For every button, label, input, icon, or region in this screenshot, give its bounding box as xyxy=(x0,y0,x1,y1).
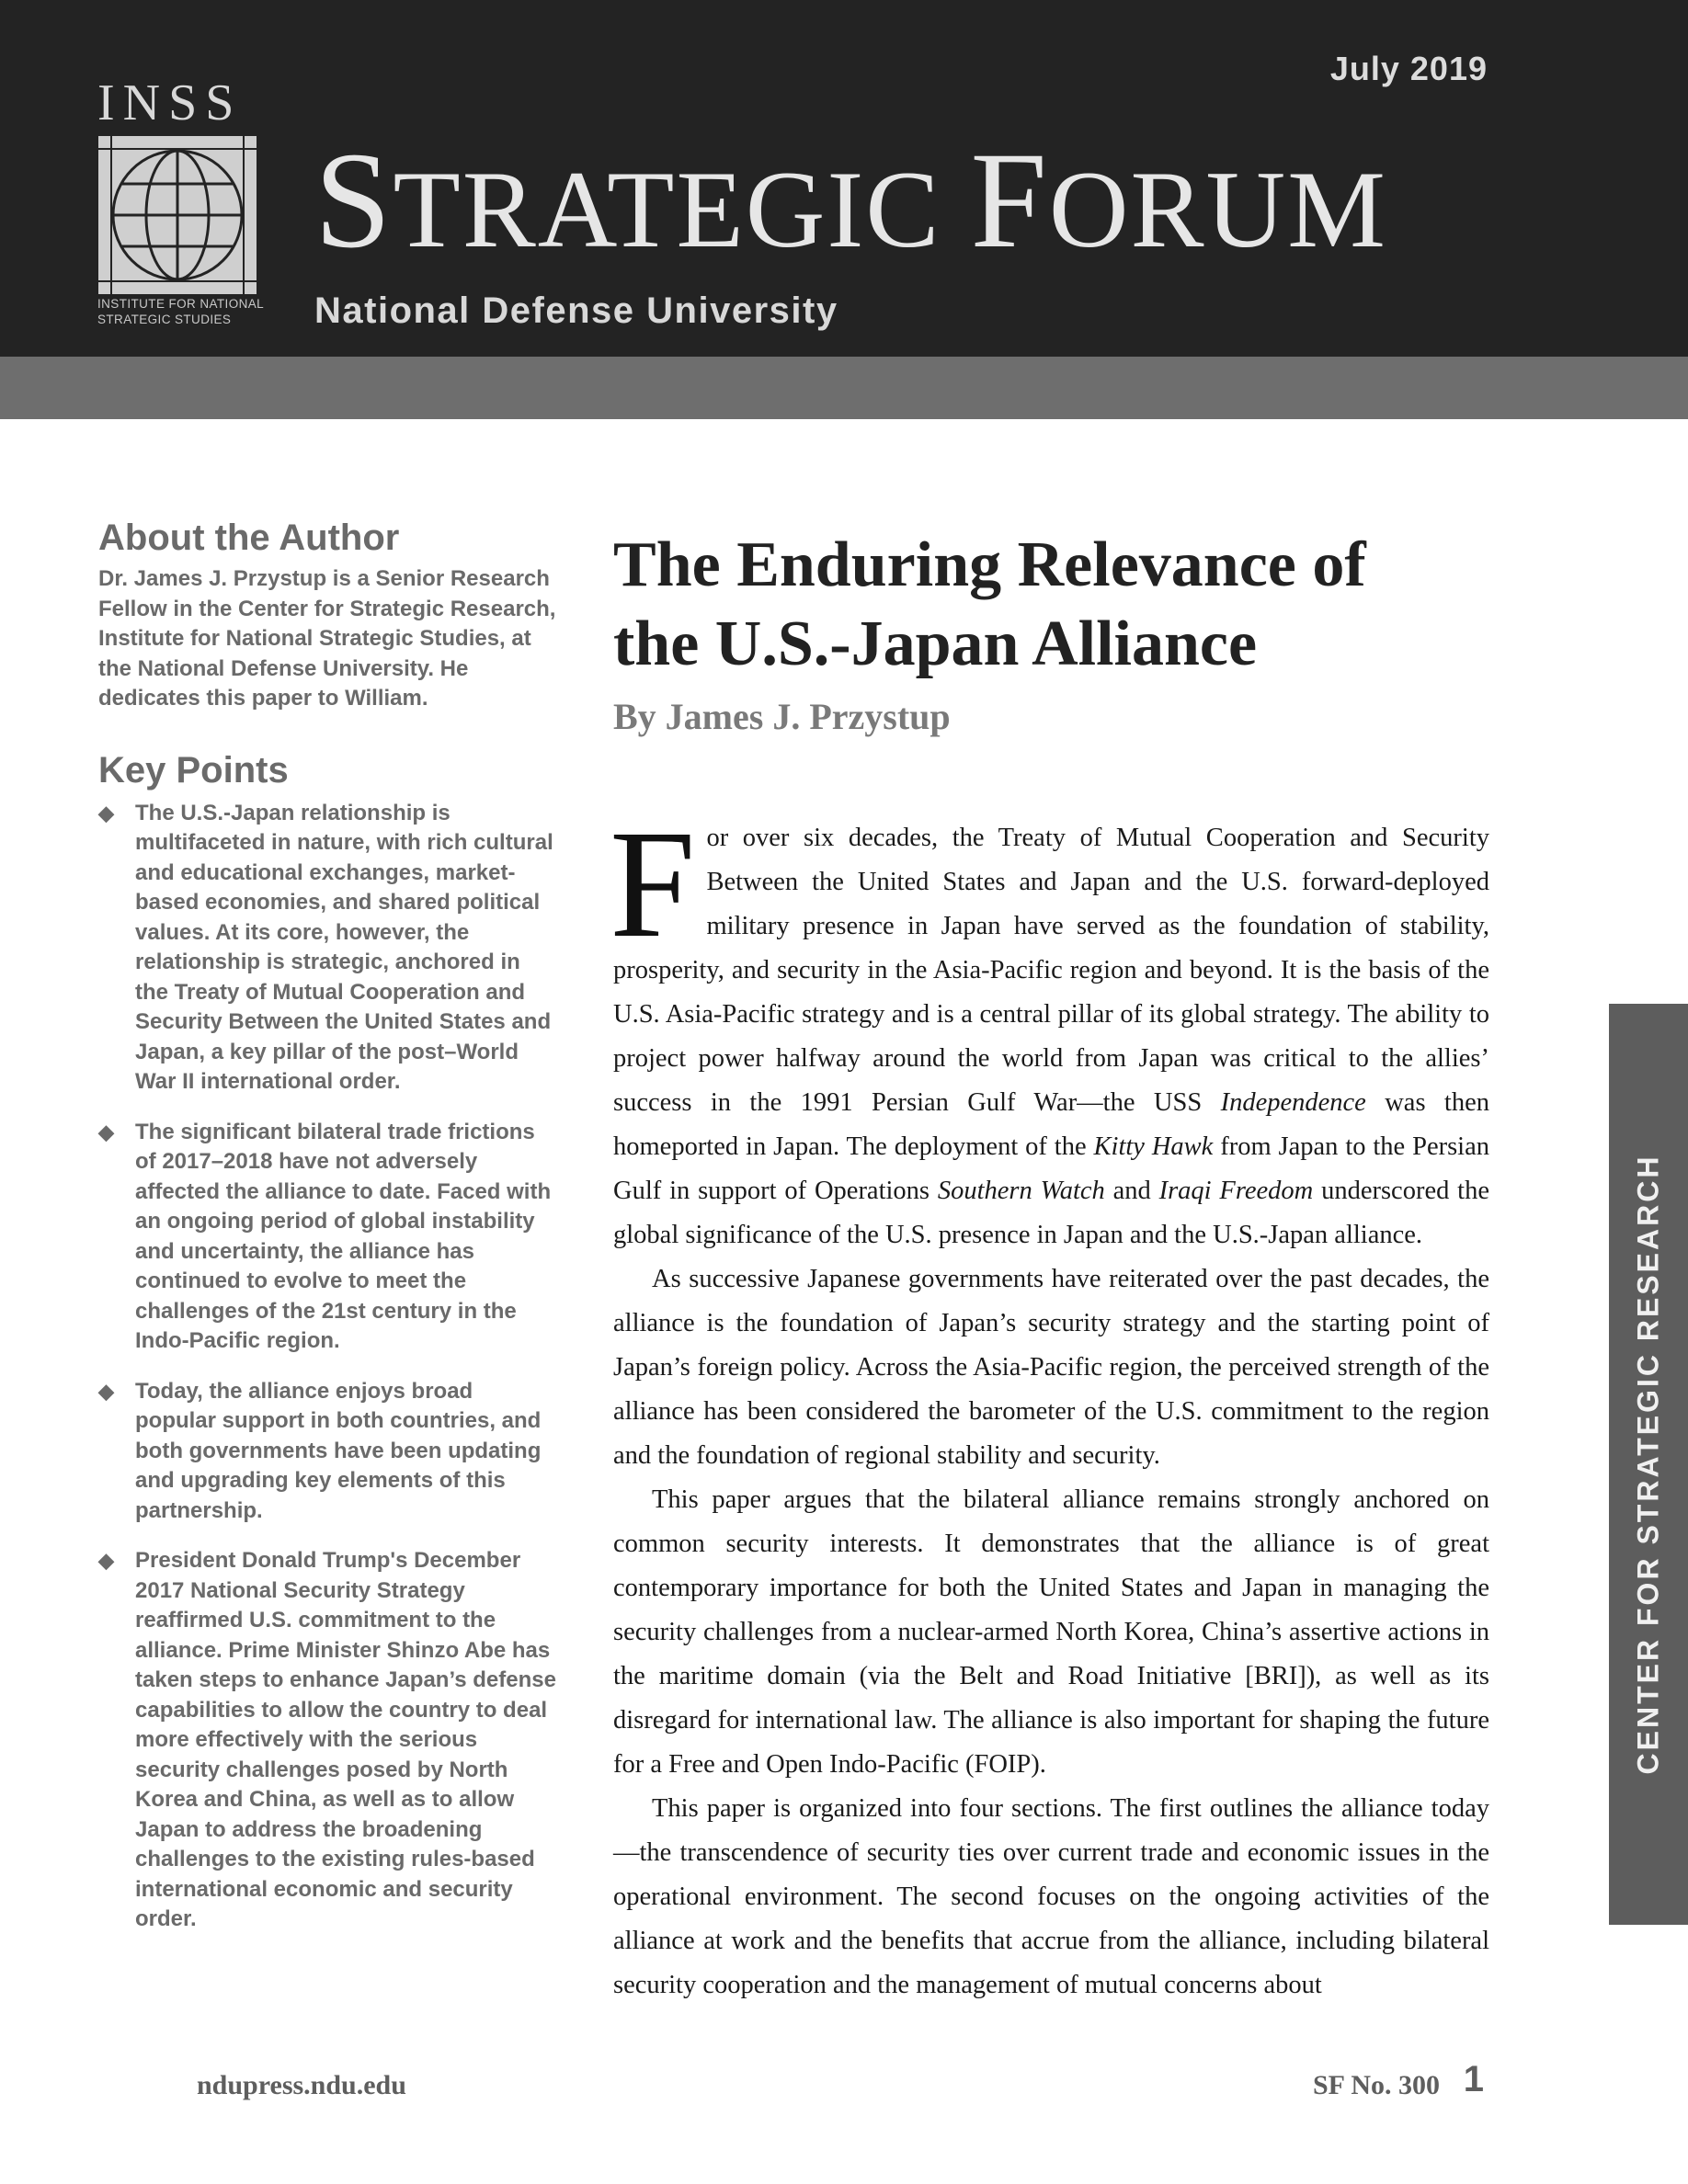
publication-title xyxy=(314,124,1387,277)
inss-subtitle-line: STRATEGIC STUDIES xyxy=(97,313,232,326)
issue-date: July 2019 xyxy=(1329,50,1488,87)
title-word: ORUM xyxy=(1048,148,1387,270)
text-run: was then homeported in Japan. The deployment of the xyxy=(613,1088,1489,1161)
paragraph: As successive Japanese governments have reiterated over the past decades, the alliance is the foundation of Japan’s security strategy and the starting point of Japan’s foreign policy. Across the Asia-Pacific region, the perceived strength of the alliance has been considered the barometer of the U.S. commitment to the region and the foundation of regional stability and security. xyxy=(613,1265,1489,1470)
ship-name: Kitty Hawk xyxy=(1093,1132,1214,1161)
key-point-text: Today, the alliance enjoys broad popular support in both countries, and both governments have been updating and upgrading key elements of this partnership. xyxy=(135,1378,542,1523)
paragraph: This paper argues that the bilateral alliance remains strongly anchored on common security interests. It demonstrates that the alliance is of great contemporary importance for both the United States and Japan in managing the security challenges from a nuclear-armed North Korea, China’s assertive actions in the maritime domain (via the Belt and Road Initiative [BRI]), as well as its disregard for international law. The alliance is also important for shaping the future for a Free and Open Indo-Pacific (FOIP). xyxy=(613,1485,1489,1779)
diamond-bullet-icon: ◆ xyxy=(98,1120,114,1143)
diamond-bullet-icon: ◆ xyxy=(98,1379,114,1403)
text-run: or over six decades, the Treaty of Mutual Cooperation and Security Between the United States and Japan and the U.S. forward-deployed military presence in Japan have served as the foundation of stability, prosperity, and security in the Asia-Pacific region and beyond. It is the basis of the U.S. Asia-Pacific strategy and is a central pillar of its global strategy. The ability to project power halfway around the world from Japan was critical to the allies’ success in the 1991 Persian Gulf War—the USS xyxy=(613,824,1489,1117)
page-number: 1 xyxy=(1463,2059,1484,2099)
text-run: and xyxy=(1104,1177,1159,1205)
header-band xyxy=(0,357,1688,419)
side-tab-label: CENTER FOR STRATEGIC RESEARCH xyxy=(1631,1154,1665,1775)
drop-cap: F xyxy=(610,799,696,970)
globe-logo-icon xyxy=(98,136,257,294)
operation-name: Southern Watch xyxy=(937,1177,1105,1205)
sidebar xyxy=(98,515,558,1955)
text-run: from Japan to the Persian Gulf in support of Operations xyxy=(613,1132,1489,1205)
title-line: The Enduring Relevance of xyxy=(613,529,1366,600)
paragraph: This paper is organized into four sections. The first outlines the alliance today—the transcendence of security ties over current trade and economic issues in the operational environment. The second focuses on the ongoing activities of the alliance at work and the benefits that accrue from the alliance, including bilateral security cooperation and the management of mutual concerns about xyxy=(613,1794,1489,1999)
title-word: TRATEGIC xyxy=(393,148,941,270)
paragraph xyxy=(610,799,1489,1257)
article-title xyxy=(613,526,1496,684)
diamond-bullet-icon: ◆ xyxy=(98,801,114,825)
title-initial: F xyxy=(970,124,1049,277)
footer-url: ndupress.ndu.edu xyxy=(197,2070,406,2100)
about-author-heading: About the Author xyxy=(98,518,400,558)
inss-subtitle-line: INSTITUTE FOR NATIONAL xyxy=(97,297,265,311)
diamond-bullet-icon: ◆ xyxy=(98,1549,114,1572)
operation-name: Iraqi Freedom xyxy=(1158,1177,1314,1205)
masthead-header xyxy=(0,0,1688,357)
inss-subtitle xyxy=(97,296,281,327)
article-byline: By James J. Przystup xyxy=(613,696,951,737)
key-points-list xyxy=(98,799,558,1935)
key-points-heading: Key Points xyxy=(98,749,289,791)
university-name: National Defense University xyxy=(314,290,838,331)
key-point-item xyxy=(98,1118,558,1357)
article-body xyxy=(610,799,1489,2008)
inss-wordmark: INSS xyxy=(97,74,243,131)
key-point-text: The U.S.-Japan relationship is multifaceted in nature, with rich cultural and educational exchanges, market-based economies, and shared political values. At its core, however, the relationship is strategic, anchored in the Treaty of Mutual Cooperation and Security Between the United States and Japan, a key pillar of the post–World War II international order. xyxy=(135,800,553,1094)
key-point-text: The significant bilateral trade frictions of 2017–2018 have not adversely affected the alliance to date. Faced with an ongoing period of global instability and uncertainty, the alliance has continued to evolve to meet the challenges of the 21st century in the Indo-Pacific region. xyxy=(135,1119,552,1353)
about-author-text: Dr. James J. Przystup is a Senior Research Fellow in the Center for Strategic Research, Institute for National Strategic Studies, at the National Defense University. He dedicates this paper to William. xyxy=(98,566,556,711)
key-point-text: President Donald Trump's December 2017 National Security Strategy reaffirmed U.S. commitment to the alliance. Prime Minister Shinzo Abe has taken steps to enhance Japan’s defense capabilities to allow the country to deal more effectively with the serious security challenges posed by North Korea and China, as well as to allow Japan to address the broadening challenges to the existing rules-based international economic and security order. xyxy=(135,1548,556,1931)
footer-series-number: SF No. 300 xyxy=(1312,2070,1440,2100)
title-initial: S xyxy=(314,124,393,277)
key-point-item xyxy=(98,1377,558,1527)
ship-name: Independence xyxy=(1220,1088,1366,1117)
key-point-item xyxy=(98,799,558,1098)
title-line: the U.S.-Japan Alliance xyxy=(613,609,1258,679)
text-run: underscored the global significance of the U.S. presence in Japan and the U.S.-Japan alliance. xyxy=(613,1177,1489,1249)
section-side-tab xyxy=(1609,1004,1688,1925)
key-point-item xyxy=(98,1546,558,1935)
